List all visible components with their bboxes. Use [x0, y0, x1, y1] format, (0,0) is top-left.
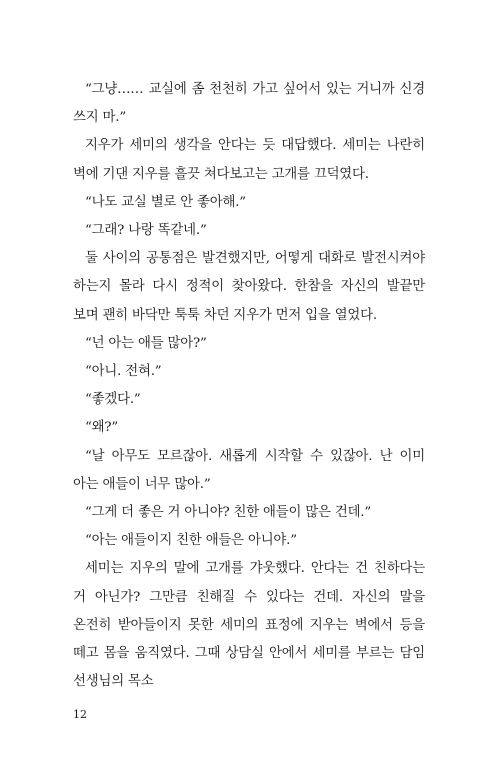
paragraph-8: “좋겠다.”: [85, 392, 141, 408]
paragraph-7: “아니. 전혀.”: [85, 364, 162, 380]
paragraph-3: “나도 교실 별로 안 좋아해.”: [85, 194, 246, 210]
paragraph-4: “그래? 나랑 똑같네.”: [85, 223, 207, 239]
paragraph-2: 지우가 세미의 생각을 안다는 듯 대답했다. 세미는 나란히 벽에 기댄 지우를 흘끗 쳐다보고는 고개를 끄덕였다.: [73, 138, 425, 182]
page-number: 12: [73, 708, 87, 721]
paragraph-1: “그냥…… 교실에 좀 천천히 가고 싶어서 있는 거니까 신경 쓰지 마.”: [73, 82, 425, 126]
paragraph-5: 둘 사이의 공통점은 발견했지만, 어떻게 대화로 발전시켜야 하는지 몰라 다시 정적이 찾아왔다. 한참을 자신의 발끝만 보며 괜히 바닥만 툭툭 차던 지우가 먼저 입을 열었다.: [73, 251, 425, 323]
paragraph-6: “넌 아는 애들 많아?”: [85, 335, 207, 351]
paragraph-12: “아는 애들이지 친한 애들은 아니야.”: [85, 533, 297, 549]
page-body: [73, 76, 425, 696]
paragraph-9: “왜?”: [85, 420, 119, 436]
paragraph-10: “날 아무도 모르잖아. 새롭게 시작할 수 있잖아. 난 이미 아는 애들이 너무 많아.”: [73, 448, 425, 492]
paragraph-13: 세미는 지우의 말에 고개를 갸웃했다. 안다는 건 친하다는 거 아닌가? 그만큼 친해질 수 있다는 건데. 자신의 말을 온전히 받아들이지 못한 세미의 표정에 지우는 벽에서 등을 떼고 몸을 움직였다. 그때 상담실 안에서 세미를 부르는 담임 선생님의 목소: [73, 561, 425, 690]
paragraph-11: “그게 더 좋은 거 아니야? 친한 애들이 많은 건데.”: [85, 505, 372, 521]
